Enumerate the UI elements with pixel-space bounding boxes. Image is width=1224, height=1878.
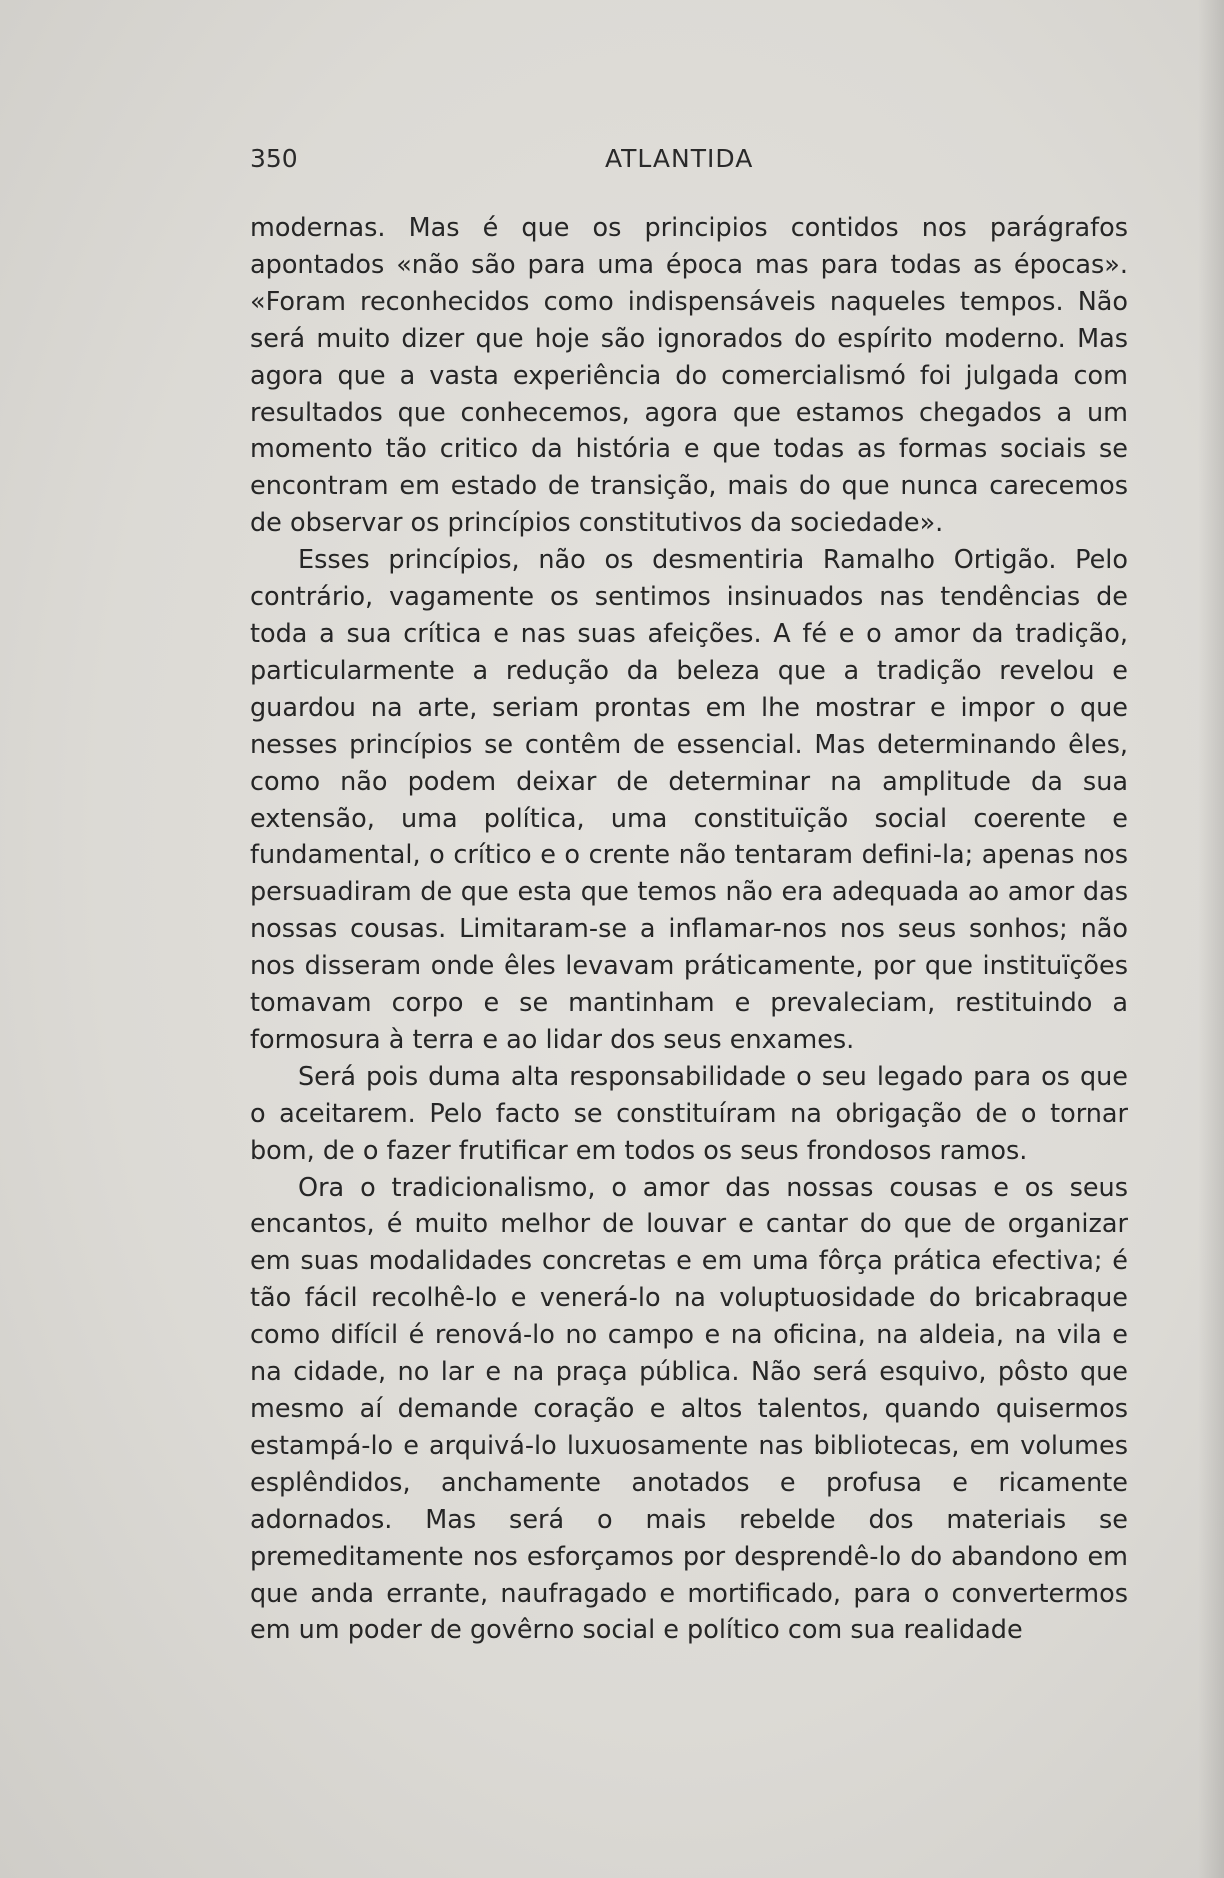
body-text [250,210,1128,1649]
paragraph: Ora o tradicionalismo, o amor das nossas cousas e os seus encantos, é muito melhor de louvar e cantar do que de organizar em suas modalidades concretas e em uma fôrça prática efectiva; é tão fácil recolhê-lo e venerá-lo na voluptuosidade do bricabraque como difícil é renová-lo no campo e na oficina, na aldeia, na vila e na cidade, no lar e na praça pública. Não será esquivo, pôsto que mesmo aí demande coração e altos talentos, quando quisermos estampá-lo e arquivá-lo luxuosamente nas bibliotecas, em volumes esplêndidos, anchamente anotados e profusa e ricamente adornados. Mas será o mais rebelde dos materiais se premeditamente nos esforçamos por desprendê-lo do abandono em que anda errante, naufragado e mortificado, para o convertermos em um poder de govêrno social e político com sua realidade [250,1172,1128,1646]
paragraph: Será pois duma alta responsabilidade o seu legado para os que o aceitarem. Pelo facto se constituíram na obrigação de o tornar bom, de o fazer frutificar em todos os seus frondosos ramos. [250,1061,1128,1166]
paragraph: modernas. Mas é que os principios contidos nos parágrafos apontados «não são para uma época mas para todas as épocas». «Foram reconhecidos como indispensáveis naqueles tempos. Não será muito dizer que hoje são ignorados do espírito moderno. Mas agora que a vasta experiência do comercialismó foi julgada com resultados que conhecemos, agora que estamos chegados a um momento tão critico da história e que todas as formas sociais se encontram em estado de transição, mais do que nunca carecemos de observar os princípios constitutivos da sociedade». [250,213,1128,539]
page-number: 350 [250,144,298,173]
running-title: ATLANTIDA [605,144,754,173]
running-head [250,144,1130,180]
paragraph: Esses princípios, não os desmentiria Ramalho Ortigão. Pelo contrário, vagamente os sentimos insinuados nas tendências de toda a sua crítica e nas suas afeições. A fé e o amor da tradição, particularmente a redução da beleza que a tradição revelou e guardou na arte, seriam prontas em lhe mostrar e impor o que nesses princípios se contêm de essencial. Mas determinando êles, como não podem deixar de determinar na amplitude da sua extensão, uma política, uma constituïção social coerente e fundamental, o crítico e o crente não tentaram defini-la; apenas nos persuadiram de que esta que temos não era adequada ao amor das nossas cousas. Limitaram-se a inflamar-nos nos seus sonhos; não nos disseram onde êles levavam práticamente, por que instituïções tomavam corpo e se mantinham e prevaleciam, restituindo a formosura à terra e ao lidar dos seus enxames. [250,545,1128,1055]
